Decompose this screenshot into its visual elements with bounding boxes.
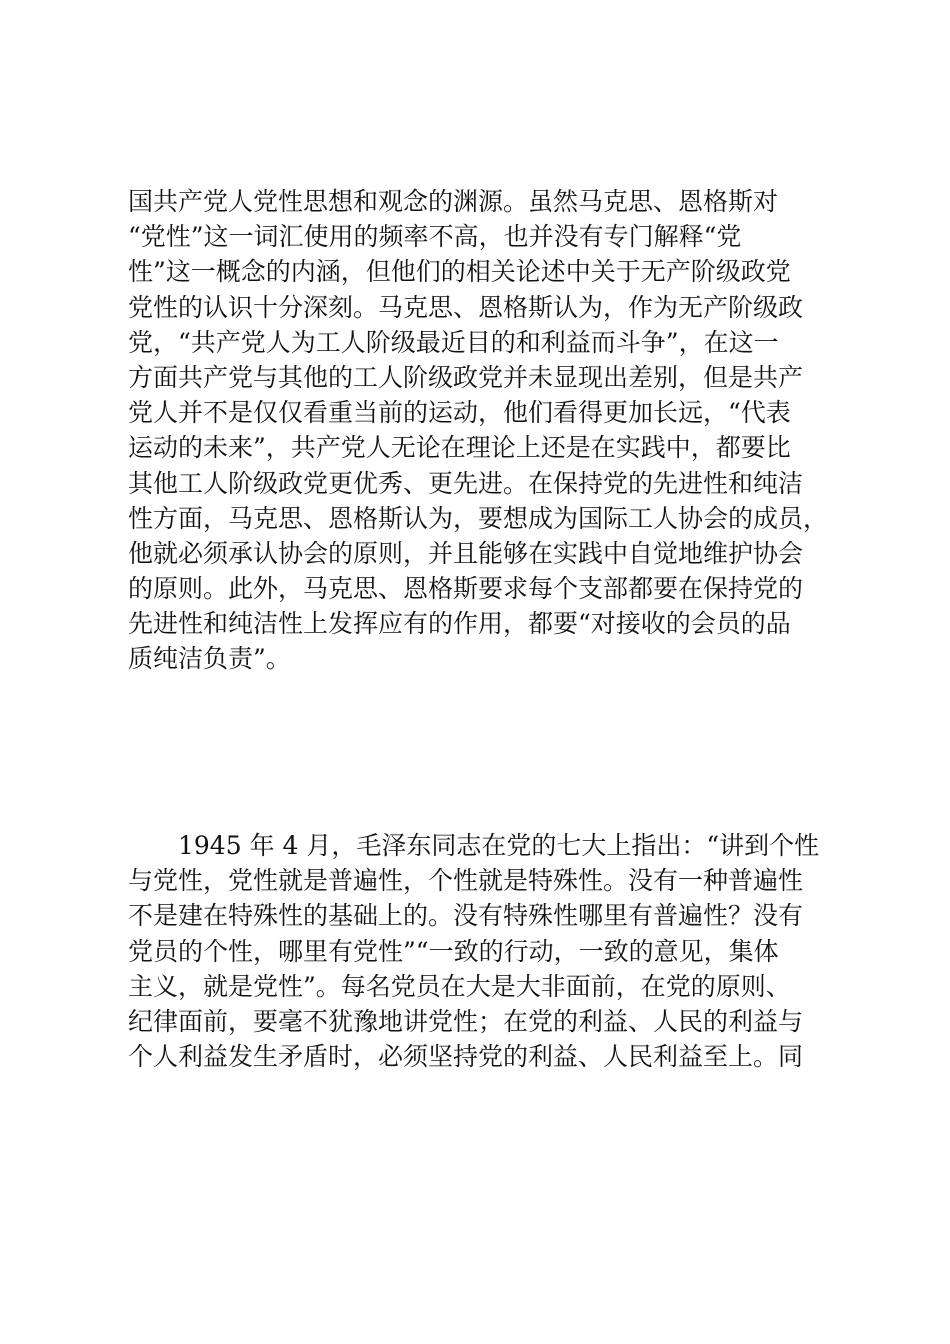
text-line-indented: 1945 年 4 月，毛泽东同志在党的七大上指出：“讲到个性 bbox=[178, 831, 820, 860]
text-line: 党员的个性，哪里有党性”“一致的行动，一致的意见，集体 bbox=[128, 936, 779, 966]
text-line: 主义，就是党性”。每名党员在大是大非面前，在党的原则、 bbox=[128, 971, 791, 1001]
text-line: 性方面，马克思、恩格斯认为，要想成为国际工人协会的成员， bbox=[128, 503, 829, 533]
text-line: 个人利益发生矛盾时，必须坚持党的利益、人民利益至上。同 bbox=[128, 1042, 804, 1072]
text-line: 方面共产党与其他的工人阶级政党并未显现出差别，但是共产 bbox=[128, 362, 804, 392]
text-line: 其他工人阶级政党更优秀、更先进。在保持党的先进性和纯洁 bbox=[128, 468, 804, 498]
text-line: 先进性和纯洁性上发挥应有的作用，都要“对接收的会员的品 bbox=[128, 609, 791, 639]
text-line: 他就必须承认协会的原则，并且能够在实践中自觉地维护协会 bbox=[128, 538, 804, 568]
text-line: 不是建在特殊性的基础上的。没有特殊性哪里有普遍性？没有 bbox=[128, 901, 804, 931]
text-line: 纪律面前，要毫不犹豫地讲党性；在党的利益、人民的利益与 bbox=[128, 1006, 804, 1036]
text-line: 党，“共产党人为工人阶级最近目的和利益而斗争”，在这一 bbox=[128, 327, 779, 357]
body-paragraph-1 bbox=[128, 184, 828, 677]
text-line: 与党性，党性就是普遍性，个性就是特殊性。没有一种普遍性 bbox=[128, 866, 804, 896]
text-line: 运动的未来”，共产党人无论在理论上还是在实践中，都要比 bbox=[128, 433, 791, 463]
text-line: 性”这一概念的内涵，但他们的相关论述中关于无产阶级政党 bbox=[128, 257, 791, 287]
text-line: 党人并不是仅仅看重当前的运动，他们看得更加长远，“代表 bbox=[128, 398, 791, 428]
body-paragraph-2 bbox=[128, 828, 828, 1074]
text-line: 国共产党人党性思想和观念的渊源。虽然马克思、恩格斯对 bbox=[128, 187, 779, 216]
text-line: 党性的认识十分深刻。马克思、恩格斯认为，作为无产阶级政 bbox=[128, 292, 804, 322]
text-line: 质纯洁负责”。 bbox=[128, 644, 291, 674]
text-line: “党性”这一词汇使用的频率不高，也并没有专门解释“党 bbox=[128, 222, 742, 252]
text-line: 的原则。此外，马克思、恩格斯要求每个支部都要在保持党的 bbox=[128, 574, 804, 604]
